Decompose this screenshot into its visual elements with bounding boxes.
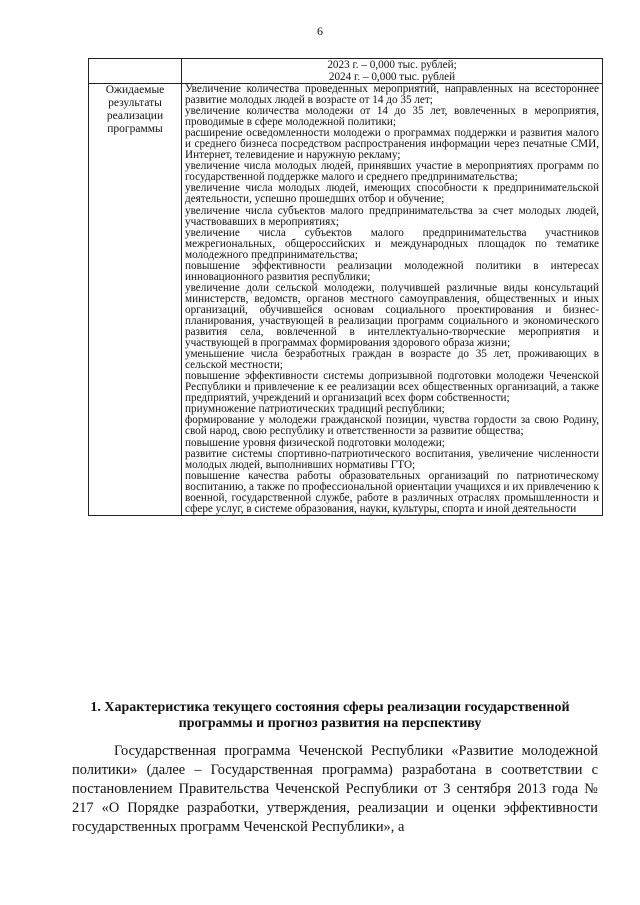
- results-content: [182, 84, 603, 516]
- result-item: повышение эффективности реализации молодежной политики в интересах инновационного развития республики;: [185, 259, 599, 283]
- result-item: формирование у молодежи гражданской позиции, чувства гордости за свою Родину, свой народ, свою республику и ответственности за развитие общества;: [185, 414, 599, 438]
- results-row: [89, 84, 603, 516]
- funding-2024: 2024 г. – 0,000 тыс. рублей: [328, 71, 456, 83]
- result-item: увеличение числа субъектов малого предпринимательства за счет молодых людей, участвовавших в мероприятиях;: [185, 204, 599, 228]
- funding-cell: [182, 59, 603, 84]
- result-item: повышение уровня физической подготовки молодежи;: [185, 436, 445, 449]
- funding-row: [89, 59, 603, 84]
- result-item: приумножение патриотических традиций республики;: [185, 403, 445, 416]
- result-item: повышение качества работы образовательных организаций по патриотическому воспитанию, а также по профессиональной ориентации учащихся и их привлечению к военной, государственной службе, работе в различных отраслях промышленности и сфере услуг, в системе образования, науки, культуры, спорта и иной деятельности: [185, 469, 599, 515]
- result-item: развитие системы спортивно-патриотического воспитания, увеличение численности молодых людей, выполнивших нормативы ГТО;: [185, 447, 599, 471]
- result-item: увеличение доли сельской молодежи, получившей различные виды консультаций министерств, ведомств, органов местного самоуправления, общественных и иных организаций, обучившейся основам социального проектирования и бизнес-планирования, участвующей в реализации программ социального и экономического развития села, вовлеченной в интеллектуально-творческие мероприятия и участвующей в программах формирования здорового образа жизни;: [185, 281, 599, 350]
- section-paragraph: Государственная программа Чеченской Республики «Развитие молодежной политики» (далее – Государственная программа) разработана в соответствии с постановлением Правительства Чеченской Республики от 3 сентября 2013 года № 217 «О Порядке разработки, утверждения, реализации и оценки эффективности государственных программ Чеченской Республики», а: [72, 743, 598, 835]
- result-item: увеличение числа молодых людей, имеющих способности к предпринимательской деятельности, успешно прошедших отбор и обучение;: [185, 182, 599, 206]
- funding-label-cell: [89, 59, 182, 84]
- section-heading: 1. Характеристика текущего состояния сферы реализации государственной программы и прогноз развития на перспективу: [90, 700, 570, 731]
- funding-2023: 2023 г. – 0,000 тыс. рублей;: [327, 59, 457, 71]
- program-passport-table: [88, 58, 603, 516]
- result-item: расширение осведомленности молодежи о программах поддержки и развития малого и среднего бизнеса посредством распространения информации через печатные СМИ, Интернет, телевидение и наружную рекламу;: [185, 127, 599, 162]
- results-label: Ожидаемые результаты реализации программы: [89, 84, 182, 516]
- page-number: 6: [317, 24, 323, 38]
- result-item: уменьшение числа безработных граждан в возрасте до 35 лет, проживающих в сельской местности;: [185, 348, 599, 372]
- result-item: увеличение числа молодых людей, принявших участие в мероприятиях программ по государственной поддержке малого и среднего предпринимательства;: [185, 160, 599, 184]
- result-item: увеличение количества молодежи от 14 до 35 лет, вовлеченных в мероприятия, проводимые в сфере молодежной политики;: [185, 105, 599, 129]
- result-item: Увеличение количества проведенных мероприятий, направленных на всестороннее развитие молодых людей в возрасте от 14 до 35 лет;: [185, 83, 599, 107]
- result-item: увеличение числа субъектов малого предпринимательства участников межрегиональных, общероссийских и международных площадок по тематике молодежного предпринимательства;: [185, 226, 599, 261]
- result-item: повышение эффективности системы допризывной подготовки молодежи Чеченской Республики и привлечение к ее реализации всех общественных организаций, а также предприятий, учреждений и организаций всех форм собственности;: [185, 370, 599, 405]
